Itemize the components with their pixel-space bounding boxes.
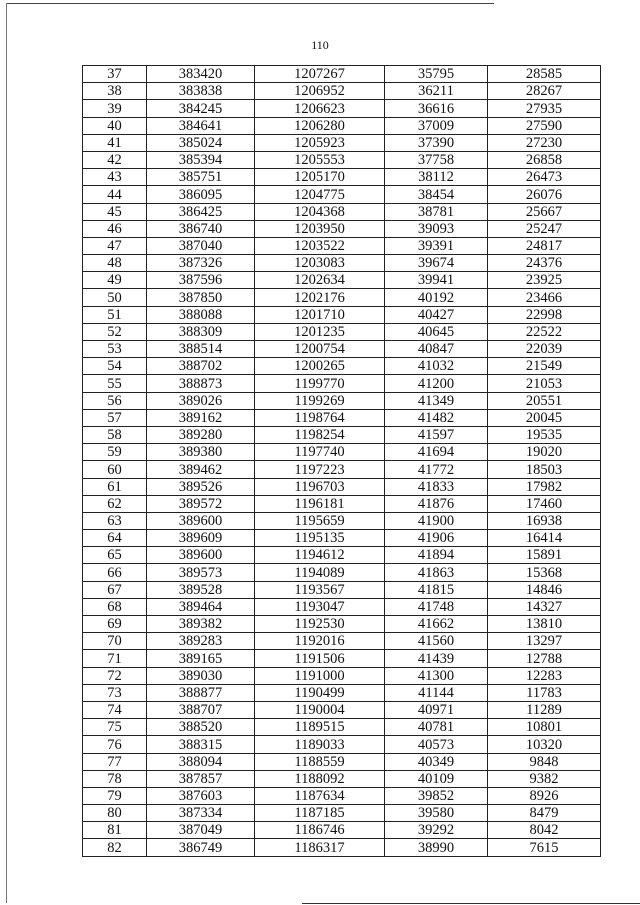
table-cell: 389573: [147, 564, 255, 581]
table-cell: 40645: [385, 323, 488, 340]
table-row: [83, 581, 601, 598]
table-cell: 1203083: [255, 255, 385, 272]
table-cell: 22522: [488, 323, 601, 340]
table-cell: 389572: [147, 495, 255, 512]
table-row: [83, 151, 601, 168]
table-cell: 1206623: [255, 100, 385, 117]
table-cell: 383420: [147, 66, 255, 83]
table-cell: 41032: [385, 358, 488, 375]
table-row: [83, 753, 601, 770]
table-cell: 389600: [147, 512, 255, 529]
table-row: [83, 650, 601, 667]
table-cell: 387049: [147, 822, 255, 839]
table-row: [83, 186, 601, 203]
table-cell: 1194089: [255, 564, 385, 581]
table-cell: 1205170: [255, 169, 385, 186]
table-cell: 389528: [147, 581, 255, 598]
table-cell: 386749: [147, 839, 255, 856]
table-cell: 389280: [147, 426, 255, 443]
table-cell: 1199770: [255, 375, 385, 392]
table-cell: 26473: [488, 169, 601, 186]
table-row: [83, 100, 601, 117]
table-cell: 66: [83, 564, 147, 581]
table-row: [83, 547, 601, 564]
table-cell: 62: [83, 495, 147, 512]
table-cell: 1186746: [255, 822, 385, 839]
table-cell: 41349: [385, 392, 488, 409]
table-row: [83, 444, 601, 461]
table-row: [83, 203, 601, 220]
table-cell: 40971: [385, 701, 488, 718]
table-row: [83, 598, 601, 615]
table-cell: 74: [83, 701, 147, 718]
table-cell: 25667: [488, 203, 601, 220]
table-cell: 42: [83, 151, 147, 168]
table-cell: 389462: [147, 461, 255, 478]
table-cell: 388514: [147, 341, 255, 358]
table-row: [83, 478, 601, 495]
table-cell: 22998: [488, 306, 601, 323]
table-cell: 39580: [385, 805, 488, 822]
table-cell: 388707: [147, 701, 255, 718]
table-cell: 1194612: [255, 547, 385, 564]
table-cell: 52: [83, 323, 147, 340]
table-cell: 77: [83, 753, 147, 770]
table-cell: 388877: [147, 684, 255, 701]
table-cell: 40: [83, 117, 147, 134]
table-cell: 1196181: [255, 495, 385, 512]
table-cell: 53: [83, 341, 147, 358]
table-row: [83, 633, 601, 650]
table-cell: 40349: [385, 753, 488, 770]
table-cell: 388088: [147, 306, 255, 323]
table-cell: 389464: [147, 598, 255, 615]
table-cell: 40427: [385, 306, 488, 323]
table-cell: 23466: [488, 289, 601, 306]
table-cell: 70: [83, 633, 147, 650]
table-cell: 387603: [147, 787, 255, 804]
table-cell: 56: [83, 392, 147, 409]
table-cell: 1192016: [255, 633, 385, 650]
table-cell: 384245: [147, 100, 255, 117]
table-cell: 28585: [488, 66, 601, 83]
table-row: [83, 237, 601, 254]
table-cell: 50: [83, 289, 147, 306]
table-cell: 1204775: [255, 186, 385, 203]
table-cell: 12283: [488, 667, 601, 684]
table-cell: 384641: [147, 117, 255, 134]
table-cell: 387850: [147, 289, 255, 306]
table-cell: 40573: [385, 736, 488, 753]
table-cell: 1198254: [255, 426, 385, 443]
table-cell: 389526: [147, 478, 255, 495]
data-table: [82, 65, 601, 857]
table-row: [83, 289, 601, 306]
table-cell: 389165: [147, 650, 255, 667]
table-cell: 54: [83, 358, 147, 375]
table-cell: 41900: [385, 512, 488, 529]
table-cell: 1191000: [255, 667, 385, 684]
table-cell: 389162: [147, 409, 255, 426]
table-row: [83, 805, 601, 822]
table-cell: 19020: [488, 444, 601, 461]
table-cell: 1205553: [255, 151, 385, 168]
table-cell: 1200265: [255, 358, 385, 375]
table-cell: 1204368: [255, 203, 385, 220]
table-cell: 38: [83, 83, 147, 100]
table-cell: 12788: [488, 650, 601, 667]
table-cell: 38454: [385, 186, 488, 203]
table-cell: 1205923: [255, 134, 385, 151]
table-cell: 389382: [147, 616, 255, 633]
table-cell: 36211: [385, 83, 488, 100]
table-row: [83, 736, 601, 753]
table-cell: 9848: [488, 753, 601, 770]
table-cell: 41748: [385, 598, 488, 615]
table-row: [83, 426, 601, 443]
table-cell: 13297: [488, 633, 601, 650]
table-cell: 71: [83, 650, 147, 667]
table-row: [83, 822, 601, 839]
table-cell: 387857: [147, 770, 255, 787]
table-cell: 387596: [147, 272, 255, 289]
table-cell: 7615: [488, 839, 601, 856]
table-cell: 1197740: [255, 444, 385, 461]
table-cell: 388873: [147, 375, 255, 392]
table-cell: 387334: [147, 805, 255, 822]
table-row: [83, 169, 601, 186]
table-cell: 1195135: [255, 530, 385, 547]
table-cell: 1201710: [255, 306, 385, 323]
table-row: [83, 83, 601, 100]
table-row: [83, 839, 601, 856]
table-cell: 47: [83, 237, 147, 254]
table-cell: 26076: [488, 186, 601, 203]
table-cell: 41863: [385, 564, 488, 581]
table-cell: 21053: [488, 375, 601, 392]
table-cell: 1187634: [255, 787, 385, 804]
table-cell: 1206952: [255, 83, 385, 100]
table-cell: 67: [83, 581, 147, 598]
table-cell: 1192530: [255, 616, 385, 633]
table-cell: 14846: [488, 581, 601, 598]
table-cell: 389609: [147, 530, 255, 547]
table-cell: 37758: [385, 151, 488, 168]
table-cell: 1187185: [255, 805, 385, 822]
table-cell: 45: [83, 203, 147, 220]
table-cell: 41597: [385, 426, 488, 443]
table-row: [83, 323, 601, 340]
table-cell: 385751: [147, 169, 255, 186]
table-cell: 55: [83, 375, 147, 392]
table-cell: 39674: [385, 255, 488, 272]
table-cell: 72: [83, 667, 147, 684]
table-cell: 1193047: [255, 598, 385, 615]
table-cell: 16414: [488, 530, 601, 547]
table-cell: 387326: [147, 255, 255, 272]
table-cell: 27590: [488, 117, 601, 134]
table-row: [83, 564, 601, 581]
table-cell: 11289: [488, 701, 601, 718]
table-cell: 41833: [385, 478, 488, 495]
table-cell: 1186317: [255, 839, 385, 856]
table-cell: 1189033: [255, 736, 385, 753]
table-cell: 43: [83, 169, 147, 186]
table-cell: 78: [83, 770, 147, 787]
table-row: [83, 255, 601, 272]
table-cell: 39852: [385, 787, 488, 804]
table-cell: 1189515: [255, 719, 385, 736]
table-cell: 82: [83, 839, 147, 856]
table-cell: 8479: [488, 805, 601, 822]
top-rule: [6, 3, 494, 4]
table-cell: 28267: [488, 83, 601, 100]
table-cell: 385024: [147, 134, 255, 151]
table-cell: 389283: [147, 633, 255, 650]
table-row: [83, 495, 601, 512]
table-cell: 389030: [147, 667, 255, 684]
table-cell: 37: [83, 66, 147, 83]
table-cell: 39941: [385, 272, 488, 289]
table-row: [83, 66, 601, 83]
table-cell: 37009: [385, 117, 488, 134]
table-row: [83, 719, 601, 736]
table-row: [83, 684, 601, 701]
table-cell: 75: [83, 719, 147, 736]
table-cell: 17460: [488, 495, 601, 512]
table-cell: 10801: [488, 719, 601, 736]
table-cell: 15368: [488, 564, 601, 581]
table-row: [83, 787, 601, 804]
table-cell: 10320: [488, 736, 601, 753]
table-cell: 39: [83, 100, 147, 117]
table-cell: 61: [83, 478, 147, 495]
table-cell: 41906: [385, 530, 488, 547]
table-cell: 388520: [147, 719, 255, 736]
table-cell: 21549: [488, 358, 601, 375]
table-cell: 13810: [488, 616, 601, 633]
table-cell: 1190004: [255, 701, 385, 718]
table-cell: 38112: [385, 169, 488, 186]
table-row: [83, 375, 601, 392]
table-cell: 388315: [147, 736, 255, 753]
table-cell: 1202176: [255, 289, 385, 306]
table-cell: 41894: [385, 547, 488, 564]
table-cell: 14327: [488, 598, 601, 615]
table-cell: 41200: [385, 375, 488, 392]
table-row: [83, 134, 601, 151]
table-cell: 16938: [488, 512, 601, 529]
table-cell: 1198764: [255, 409, 385, 426]
table-cell: 40109: [385, 770, 488, 787]
table-row: [83, 667, 601, 684]
table-cell: 73: [83, 684, 147, 701]
table-cell: 27935: [488, 100, 601, 117]
table-row: [83, 461, 601, 478]
table-cell: 20045: [488, 409, 601, 426]
bottom-rule: [302, 903, 640, 904]
table-cell: 11783: [488, 684, 601, 701]
table-cell: 25247: [488, 220, 601, 237]
table-cell: 58: [83, 426, 147, 443]
table-cell: 39391: [385, 237, 488, 254]
table-row: [83, 530, 601, 547]
table-cell: 79: [83, 787, 147, 804]
table-cell: 1203522: [255, 237, 385, 254]
table-cell: 1191506: [255, 650, 385, 667]
table-cell: 49: [83, 272, 147, 289]
table-cell: 24376: [488, 255, 601, 272]
table-cell: 64: [83, 530, 147, 547]
table-cell: 386740: [147, 220, 255, 237]
table-body: [83, 66, 601, 857]
left-margin-rule: [6, 3, 7, 903]
table-cell: 1193567: [255, 581, 385, 598]
table-cell: 18503: [488, 461, 601, 478]
table-cell: 383838: [147, 83, 255, 100]
table-cell: 1188559: [255, 753, 385, 770]
table-cell: 80: [83, 805, 147, 822]
table-row: [83, 117, 601, 134]
table-row: [83, 306, 601, 323]
table-cell: 23925: [488, 272, 601, 289]
table-cell: 17982: [488, 478, 601, 495]
table-row: [83, 512, 601, 529]
table-cell: 81: [83, 822, 147, 839]
table-cell: 24817: [488, 237, 601, 254]
table-cell: 8926: [488, 787, 601, 804]
table-cell: 57: [83, 409, 147, 426]
table-cell: 76: [83, 736, 147, 753]
table-cell: 388702: [147, 358, 255, 375]
table-cell: 40847: [385, 341, 488, 358]
table-cell: 389380: [147, 444, 255, 461]
table-row: [83, 220, 601, 237]
table-cell: 41482: [385, 409, 488, 426]
table-row: [83, 701, 601, 718]
table-cell: 1206280: [255, 117, 385, 134]
table-cell: 8042: [488, 822, 601, 839]
table-cell: 41876: [385, 495, 488, 512]
table-cell: 60: [83, 461, 147, 478]
table-cell: 27230: [488, 134, 601, 151]
table-cell: 1207267: [255, 66, 385, 83]
table-cell: 40781: [385, 719, 488, 736]
table-cell: 36616: [385, 100, 488, 117]
table-cell: 1203950: [255, 220, 385, 237]
table-cell: 68: [83, 598, 147, 615]
table-cell: 65: [83, 547, 147, 564]
table-row: [83, 341, 601, 358]
table-cell: 37390: [385, 134, 488, 151]
table-cell: 41144: [385, 684, 488, 701]
table-cell: 41662: [385, 616, 488, 633]
table-cell: 41560: [385, 633, 488, 650]
table-cell: 388309: [147, 323, 255, 340]
table-cell: 1196703: [255, 478, 385, 495]
table-cell: 41439: [385, 650, 488, 667]
table-cell: 1197223: [255, 461, 385, 478]
table-cell: 41694: [385, 444, 488, 461]
table-row: [83, 616, 601, 633]
table-row: [83, 358, 601, 375]
table-cell: 69: [83, 616, 147, 633]
page-number: 110: [311, 38, 329, 52]
table-cell: 386095: [147, 186, 255, 203]
table-cell: 15891: [488, 547, 601, 564]
table-cell: 1200754: [255, 341, 385, 358]
table-cell: 386425: [147, 203, 255, 220]
table-cell: 59: [83, 444, 147, 461]
table-cell: 35795: [385, 66, 488, 83]
table-cell: 385394: [147, 151, 255, 168]
table-cell: 1188092: [255, 770, 385, 787]
table-cell: 51: [83, 306, 147, 323]
table-cell: 41772: [385, 461, 488, 478]
table-cell: 38781: [385, 203, 488, 220]
table-cell: 1202634: [255, 272, 385, 289]
table-row: [83, 409, 601, 426]
table-row: [83, 392, 601, 409]
table-cell: 1201235: [255, 323, 385, 340]
table-cell: 1199269: [255, 392, 385, 409]
table-cell: 22039: [488, 341, 601, 358]
table-cell: 39093: [385, 220, 488, 237]
table-cell: 41815: [385, 581, 488, 598]
table-cell: 44: [83, 186, 147, 203]
table-cell: 26858: [488, 151, 601, 168]
table-cell: 41: [83, 134, 147, 151]
table-cell: 19535: [488, 426, 601, 443]
table-cell: 38990: [385, 839, 488, 856]
table-cell: 389600: [147, 547, 255, 564]
table-cell: 9382: [488, 770, 601, 787]
table-cell: 48: [83, 255, 147, 272]
table-cell: 387040: [147, 237, 255, 254]
table-cell: 46: [83, 220, 147, 237]
table-cell: 40192: [385, 289, 488, 306]
table-row: [83, 272, 601, 289]
table-cell: 63: [83, 512, 147, 529]
table-row: [83, 770, 601, 787]
table-cell: 41300: [385, 667, 488, 684]
table-cell: 388094: [147, 753, 255, 770]
table-cell: 1190499: [255, 684, 385, 701]
table-cell: 39292: [385, 822, 488, 839]
table-cell: 389026: [147, 392, 255, 409]
table-cell: 1195659: [255, 512, 385, 529]
table-cell: 20551: [488, 392, 601, 409]
